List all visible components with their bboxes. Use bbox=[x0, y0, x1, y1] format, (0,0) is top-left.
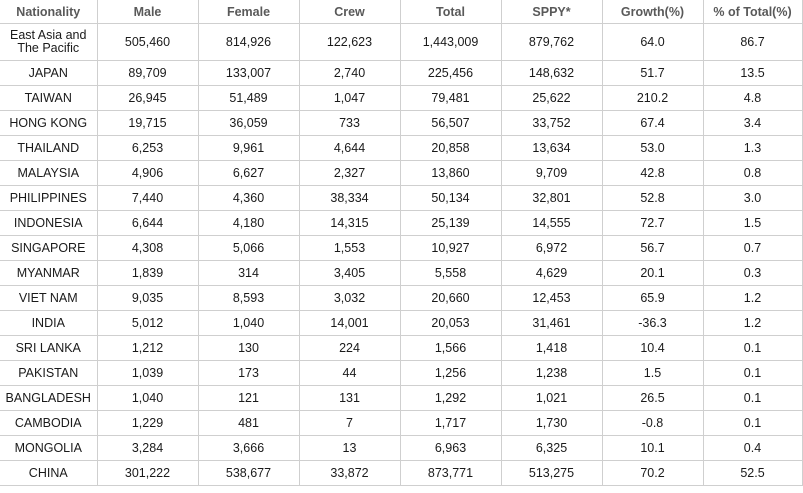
cell-female: 538,677 bbox=[198, 461, 299, 486]
cell-crew: 2,740 bbox=[299, 61, 400, 86]
cell-growth: 10.1 bbox=[602, 436, 703, 461]
table-row bbox=[0, 361, 802, 386]
cell-percent-of-total: 0.4 bbox=[703, 436, 802, 461]
cell-male: 1,839 bbox=[97, 261, 198, 286]
cell-female: 481 bbox=[198, 411, 299, 436]
cell-growth: 51.7 bbox=[602, 61, 703, 86]
cell-total: 225,456 bbox=[400, 61, 501, 86]
cell-sppy: 6,972 bbox=[501, 236, 602, 261]
cell-sppy: 6,325 bbox=[501, 436, 602, 461]
cell-sppy: 25,622 bbox=[501, 86, 602, 111]
cell-crew: 38,334 bbox=[299, 186, 400, 211]
cell-total: 20,858 bbox=[400, 136, 501, 161]
cell-nationality: PAKISTAN bbox=[0, 361, 97, 386]
cell-percent-of-total: 4.8 bbox=[703, 86, 802, 111]
table-row bbox=[0, 286, 802, 311]
table-body bbox=[0, 24, 802, 486]
cell-percent-of-total: 3.0 bbox=[703, 186, 802, 211]
table-row bbox=[0, 461, 802, 486]
cell-female: 4,360 bbox=[198, 186, 299, 211]
cell-nationality: CHINA bbox=[0, 461, 97, 486]
cell-male: 1,212 bbox=[97, 336, 198, 361]
cell-female: 121 bbox=[198, 386, 299, 411]
cell-female: 133,007 bbox=[198, 61, 299, 86]
header-total[interactable]: Total bbox=[400, 0, 501, 24]
cell-female: 814,926 bbox=[198, 24, 299, 61]
cell-crew: 7 bbox=[299, 411, 400, 436]
cell-growth: 70.2 bbox=[602, 461, 703, 486]
cell-total: 79,481 bbox=[400, 86, 501, 111]
cell-total: 20,053 bbox=[400, 311, 501, 336]
cell-growth: 53.0 bbox=[602, 136, 703, 161]
header-percent-of-total[interactable]: % of Total(%) bbox=[703, 0, 802, 24]
cell-nationality: SRI LANKA bbox=[0, 336, 97, 361]
cell-nationality: VIET NAM bbox=[0, 286, 97, 311]
cell-growth: 65.9 bbox=[602, 286, 703, 311]
cell-percent-of-total: 0.1 bbox=[703, 386, 802, 411]
cell-male: 505,460 bbox=[97, 24, 198, 61]
cell-female: 1,040 bbox=[198, 311, 299, 336]
header-crew[interactable]: Crew bbox=[299, 0, 400, 24]
cell-growth: 10.4 bbox=[602, 336, 703, 361]
cell-male: 7,440 bbox=[97, 186, 198, 211]
cell-percent-of-total: 13.5 bbox=[703, 61, 802, 86]
header-growth[interactable]: Growth(%) bbox=[602, 0, 703, 24]
cell-crew: 33,872 bbox=[299, 461, 400, 486]
cell-percent-of-total: 86.7 bbox=[703, 24, 802, 61]
cell-nationality: CAMBODIA bbox=[0, 411, 97, 436]
cell-growth: 1.5 bbox=[602, 361, 703, 386]
cell-male: 89,709 bbox=[97, 61, 198, 86]
table-row bbox=[0, 211, 802, 236]
cell-percent-of-total: 3.4 bbox=[703, 111, 802, 136]
header-nationality[interactable]: Nationality bbox=[0, 0, 97, 24]
header-row bbox=[0, 0, 802, 24]
table-row bbox=[0, 111, 802, 136]
cell-total: 1,292 bbox=[400, 386, 501, 411]
cell-growth: -0.8 bbox=[602, 411, 703, 436]
cell-crew: 3,405 bbox=[299, 261, 400, 286]
cell-total: 50,134 bbox=[400, 186, 501, 211]
table-row bbox=[0, 311, 802, 336]
cell-total: 1,717 bbox=[400, 411, 501, 436]
cell-male: 26,945 bbox=[97, 86, 198, 111]
cell-sppy: 31,461 bbox=[501, 311, 602, 336]
cell-percent-of-total: 0.8 bbox=[703, 161, 802, 186]
cell-sppy: 1,021 bbox=[501, 386, 602, 411]
cell-male: 6,644 bbox=[97, 211, 198, 236]
cell-nationality: MALAYSIA bbox=[0, 161, 97, 186]
cell-percent-of-total: 0.1 bbox=[703, 411, 802, 436]
table-row bbox=[0, 436, 802, 461]
cell-total: 873,771 bbox=[400, 461, 501, 486]
header-female[interactable]: Female bbox=[198, 0, 299, 24]
cell-female: 173 bbox=[198, 361, 299, 386]
cell-crew: 122,623 bbox=[299, 24, 400, 61]
cell-total: 1,566 bbox=[400, 336, 501, 361]
cell-male: 1,039 bbox=[97, 361, 198, 386]
cell-sppy: 4,629 bbox=[501, 261, 602, 286]
cell-percent-of-total: 0.3 bbox=[703, 261, 802, 286]
table-row bbox=[0, 161, 802, 186]
cell-sppy: 33,752 bbox=[501, 111, 602, 136]
cell-percent-of-total: 1.3 bbox=[703, 136, 802, 161]
cell-nationality: HONG KONG bbox=[0, 111, 97, 136]
cell-male: 4,308 bbox=[97, 236, 198, 261]
cell-crew: 14,315 bbox=[299, 211, 400, 236]
cell-sppy: 513,275 bbox=[501, 461, 602, 486]
cell-crew: 14,001 bbox=[299, 311, 400, 336]
cell-sppy: 1,238 bbox=[501, 361, 602, 386]
cell-nationality: INDIA bbox=[0, 311, 97, 336]
cell-total: 13,860 bbox=[400, 161, 501, 186]
table-row bbox=[0, 236, 802, 261]
cell-percent-of-total: 1.2 bbox=[703, 311, 802, 336]
table-row bbox=[0, 24, 802, 61]
cell-nationality: SINGAPORE bbox=[0, 236, 97, 261]
cell-female: 36,059 bbox=[198, 111, 299, 136]
cell-nationality: MONGOLIA bbox=[0, 436, 97, 461]
cell-sppy: 1,730 bbox=[501, 411, 602, 436]
cell-growth: 210.2 bbox=[602, 86, 703, 111]
table-row bbox=[0, 411, 802, 436]
table-row bbox=[0, 86, 802, 111]
cell-sppy: 879,762 bbox=[501, 24, 602, 61]
cell-total: 1,443,009 bbox=[400, 24, 501, 61]
cell-percent-of-total: 52.5 bbox=[703, 461, 802, 486]
cell-crew: 44 bbox=[299, 361, 400, 386]
cell-male: 6,253 bbox=[97, 136, 198, 161]
cell-female: 8,593 bbox=[198, 286, 299, 311]
cell-crew: 13 bbox=[299, 436, 400, 461]
cell-total: 10,927 bbox=[400, 236, 501, 261]
table-header bbox=[0, 0, 802, 24]
cell-crew: 224 bbox=[299, 336, 400, 361]
table-row bbox=[0, 186, 802, 211]
cell-female: 3,666 bbox=[198, 436, 299, 461]
cell-female: 6,627 bbox=[198, 161, 299, 186]
cell-sppy: 9,709 bbox=[501, 161, 602, 186]
cell-total: 20,660 bbox=[400, 286, 501, 311]
cell-female: 4,180 bbox=[198, 211, 299, 236]
cell-female: 314 bbox=[198, 261, 299, 286]
cell-percent-of-total: 1.2 bbox=[703, 286, 802, 311]
cell-total: 6,963 bbox=[400, 436, 501, 461]
cell-male: 301,222 bbox=[97, 461, 198, 486]
cell-nationality: JAPAN bbox=[0, 61, 97, 86]
cell-male: 19,715 bbox=[97, 111, 198, 136]
table-row bbox=[0, 136, 802, 161]
cell-nationality: East Asia and The Pacific bbox=[0, 24, 97, 61]
cell-sppy: 1,418 bbox=[501, 336, 602, 361]
cell-male: 1,229 bbox=[97, 411, 198, 436]
cell-nationality: INDONESIA bbox=[0, 211, 97, 236]
cell-sppy: 12,453 bbox=[501, 286, 602, 311]
table-row bbox=[0, 386, 802, 411]
cell-growth: 56.7 bbox=[602, 236, 703, 261]
cell-female: 51,489 bbox=[198, 86, 299, 111]
cell-nationality: BANGLADESH bbox=[0, 386, 97, 411]
cell-total: 1,256 bbox=[400, 361, 501, 386]
cell-crew: 1,047 bbox=[299, 86, 400, 111]
cell-female: 5,066 bbox=[198, 236, 299, 261]
cell-percent-of-total: 1.5 bbox=[703, 211, 802, 236]
cell-nationality: PHILIPPINES bbox=[0, 186, 97, 211]
cell-sppy: 14,555 bbox=[501, 211, 602, 236]
cell-growth: 52.8 bbox=[602, 186, 703, 211]
cell-growth: 20.1 bbox=[602, 261, 703, 286]
cell-crew: 2,327 bbox=[299, 161, 400, 186]
header-male[interactable]: Male bbox=[97, 0, 198, 24]
cell-growth: 42.8 bbox=[602, 161, 703, 186]
cell-crew: 733 bbox=[299, 111, 400, 136]
cell-growth: -36.3 bbox=[602, 311, 703, 336]
cell-male: 4,906 bbox=[97, 161, 198, 186]
cell-percent-of-total: 0.1 bbox=[703, 336, 802, 361]
cell-male: 1,040 bbox=[97, 386, 198, 411]
table-row bbox=[0, 336, 802, 361]
cell-nationality: MYANMAR bbox=[0, 261, 97, 286]
cell-growth: 26.5 bbox=[602, 386, 703, 411]
cell-total: 5,558 bbox=[400, 261, 501, 286]
cell-nationality: THAILAND bbox=[0, 136, 97, 161]
cell-crew: 3,032 bbox=[299, 286, 400, 311]
cell-male: 5,012 bbox=[97, 311, 198, 336]
table-row bbox=[0, 61, 802, 86]
cell-percent-of-total: 0.1 bbox=[703, 361, 802, 386]
cell-sppy: 32,801 bbox=[501, 186, 602, 211]
header-sppy[interactable]: SPPY* bbox=[501, 0, 602, 24]
cell-crew: 4,644 bbox=[299, 136, 400, 161]
cell-growth: 72.7 bbox=[602, 211, 703, 236]
table-row bbox=[0, 261, 802, 286]
cell-total: 25,139 bbox=[400, 211, 501, 236]
cell-male: 3,284 bbox=[97, 436, 198, 461]
cell-growth: 67.4 bbox=[602, 111, 703, 136]
cell-crew: 131 bbox=[299, 386, 400, 411]
cell-crew: 1,553 bbox=[299, 236, 400, 261]
cell-total: 56,507 bbox=[400, 111, 501, 136]
cell-growth: 64.0 bbox=[602, 24, 703, 61]
cell-sppy: 148,632 bbox=[501, 61, 602, 86]
cell-female: 130 bbox=[198, 336, 299, 361]
cell-percent-of-total: 0.7 bbox=[703, 236, 802, 261]
cell-male: 9,035 bbox=[97, 286, 198, 311]
cell-female: 9,961 bbox=[198, 136, 299, 161]
cell-sppy: 13,634 bbox=[501, 136, 602, 161]
cell-nationality: TAIWAN bbox=[0, 86, 97, 111]
